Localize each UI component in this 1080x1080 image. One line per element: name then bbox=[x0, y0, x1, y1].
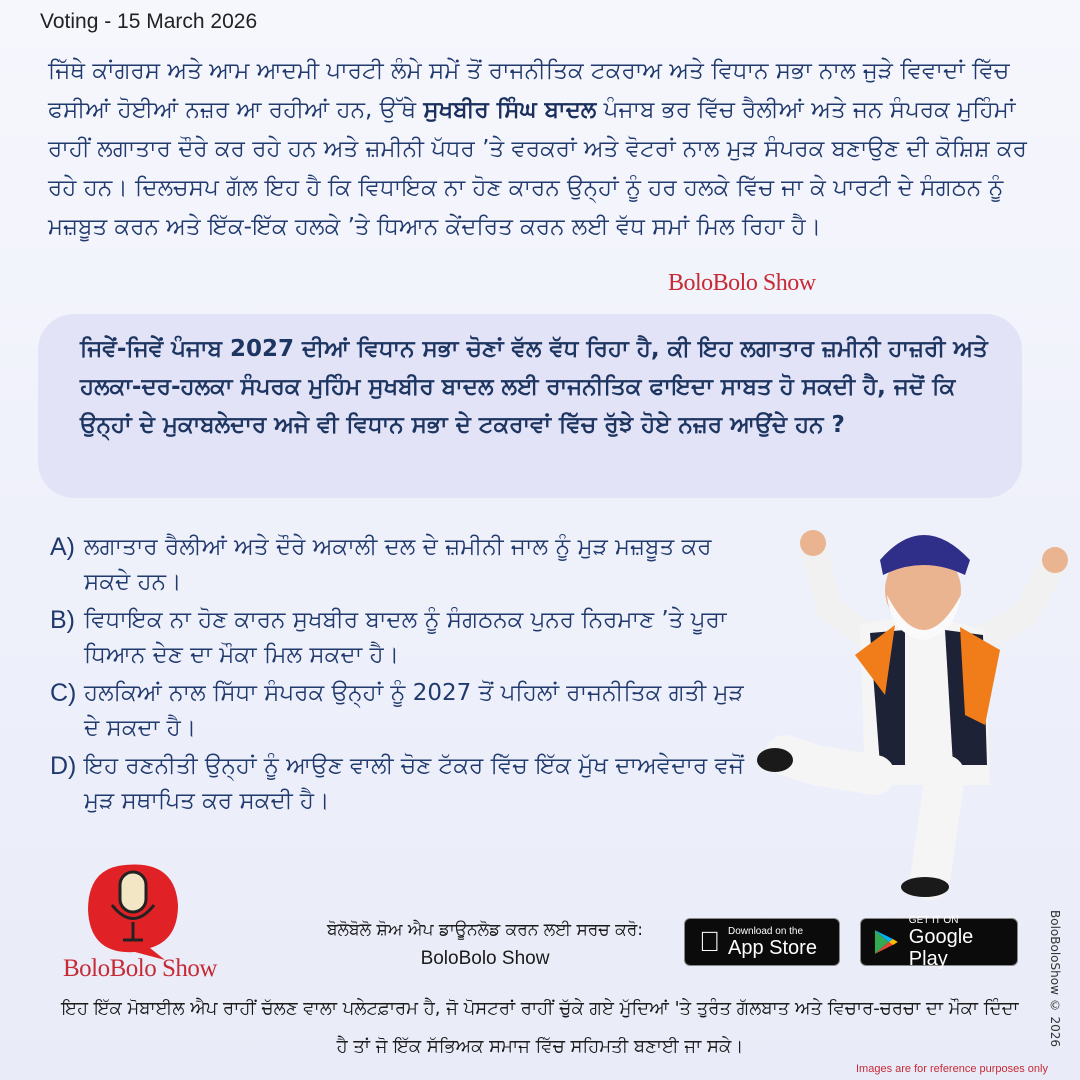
app-store-large-label: App Store bbox=[707, 936, 796, 959]
option-text: ਹਲਕਿਆਂ ਨਾਲ ਸਿੱਧਾ ਸੰਪਰਕ ਉਨ੍ਹਾਂ ਨੂੰ 2027 ਤੋਂ ਪਹਿਲਾਂ ਰਾਜਨੀਤਿਕ ਗਤੀ ਮੁੜ ਦੇ ਸਕਦਾ ਹੈ। bbox=[84, 680, 744, 741]
image-disclaimer: Images are for reference purposes only bbox=[856, 1063, 1048, 1075]
app-store-small-label: Download on the bbox=[707, 925, 783, 937]
platform-description: ਇਹ ਇੱਕ ਮੋਬਾਈਲ ਐਪ ਰਾਹੀਂ ਚੱਲਣ ਵਾਲਾ ਪਲੇਟਫ਼ਾਰਮ ਹੈ, ਜੋ ਪੋਸਟਰਾਂ ਰਾਹੀਂ ਚੁੱਕੇ ਗਏ ਮੁੱਦਿਆਂ 'ਤੇ ਤੁਰੰਤ ਗੱਲਬਾਤ ਅਤੇ ਵਿਚਾਰ-ਚਰਚਾ ਦਾ ਮੌਕਾ ਦਿੰਦਾ ਹੈ ਤਾਂ ਜੋ ਇੱਕ ਸੱਭਿਅਕ ਸਮਾਜ ਵਿੱਚ ਸਹਿਮਤੀ ਬਣਾਈ ਜਾ ਸਕੇ। bbox=[61, 998, 1019, 1057]
voting-date: Voting - 15 March 2026 bbox=[40, 10, 258, 33]
intro-text-1: ਜਿੱਥੇ ਕਾਂਗਰਸ ਅਤੇ ਆਮ ਆਦਮੀ ਪਾਰਟੀ ਲੰਮੇ ਸਮੇਂ ਤੋਂ ਰਾਜਨੀਤਿਕ ਟਕਰਾਅ ਅਤੇ ਵਿਧਾਨ ਸਭਾ ਨਾਲ ਜੁੜੇ ਵਿਵਾਦਾਂ ਵਿੱਚ ਫਸੀਆਂ ਹੋਈਆਂ ਨਜ਼ਰ ਆ ਰਹੀਆਂ ਹਨ, ਉੱਥੇ bbox=[48, 58, 1010, 123]
options-list bbox=[50, 530, 750, 822]
app-store-button[interactable] bbox=[684, 918, 840, 966]
logo-text: BoloBolo Show bbox=[63, 955, 217, 982]
app-search-name: BoloBolo Show bbox=[420, 948, 550, 969]
option-d[interactable] bbox=[50, 749, 750, 819]
option-key: A) bbox=[50, 533, 75, 561]
intro-paragraph bbox=[48, 52, 1038, 247]
question-text: ਜਿਵੇਂ-ਜਿਵੇਂ ਪੰਜਾਬ 2027 ਦੀਆਂ ਵਿਧਾਨ ਸਭਾ ਚੋਣਾਂ ਵੱਲ ਵੱਧ ਰਿਹਾ ਹੈ, ਕੀ ਇਹ ਲਗਾਤਾਰ ਜ਼ਮੀਨੀ ਹਾਜ਼ਰੀ ਅਤੇ ਹਲਕਾ-ਦਰ-ਹਲਕਾ ਸੰਪਰਕ ਮੁਹਿੰਮ ਸੁਖਬੀਰ ਬਾਦਲ ਲਈ ਰਾਜਨੀਤਿਕ ਫਾਇਦਾ ਸਾਬਤ ਹੋ ਸਕਦੀ ਹੈ, ਜਦੋਂ ਕਿ ਉਨ੍ਹਾਂ ਦੇ ਮੁਕਾਬਲੇਦਾਰ ਅਜੇ ਵੀ ਵਿਧਾਨ ਸਭਾ ਦੇ ਟਕਰਾਵਾਂ ਵਿੱਚ ਰੁੱਝੇ ਹੋਏ ਨਜ਼ਰ ਆਉਂਦੇ ਹਨ ? bbox=[80, 336, 988, 438]
option-key: B) bbox=[50, 606, 75, 634]
option-key: C) bbox=[50, 679, 77, 707]
option-text: ਲਗਾਤਾਰ ਰੈਲੀਆਂ ਅਤੇ ਦੌਰੇ ਅਕਾਲੀ ਦਲ ਦੇ ਜ਼ਮੀਨੀ ਜਾਲ ਨੂੰ ਮੁੜ ਮਜ਼ਬੂਤ ਕਰ ਸਕਦੇ ਹਨ। bbox=[84, 534, 712, 595]
option-text: ਇਹ ਰਣਨੀਤੀ ਉਨ੍ਹਾਂ ਨੂੰ ਆਉਣ ਵਾਲੀ ਚੋਣ ਟੱਕਰ ਵਿੱਚ ਇੱਕ ਮੁੱਖ ਦਾਅਵੇਦਾਰ ਵਜੋਂ ਮੁੜ ਸਥਾਪਿਤ ਕਰ ਸਕਦੀ ਹੈ। bbox=[84, 753, 744, 814]
option-key: D) bbox=[50, 752, 77, 780]
option-a[interactable] bbox=[50, 530, 750, 600]
google-play-large-label: Google Play bbox=[908, 925, 974, 970]
google-play-button[interactable] bbox=[860, 914, 1018, 970]
option-text: ਵਿਧਾਇਕ ਨਾ ਹੋਣ ਕਾਰਨ ਸੁਖਬੀਰ ਬਾਦਲ ਨੂੰ ਸੰਗਠਨਕ ਪੁਨਰ ਨਿਰਮਾਣ ’ਤੇ ਪੂਰਾ ਧਿਆਨ ਦੇਣ ਦਾ ਮੌਕਾ ਮਿਲ ਸਕਦਾ ਹੈ। bbox=[84, 607, 727, 668]
option-b[interactable] bbox=[50, 603, 750, 673]
intro-highlight-name: ਸੁਖਬੀਰ ਸਿੰਘ ਬਾਦਲ bbox=[423, 97, 597, 123]
brand-watermark: BoloBolo Show bbox=[668, 270, 816, 296]
google-play-labels bbox=[909, 915, 1017, 970]
intro-text-2: ਪੰਜਾਬ ਭਰ ਵਿੱਚ ਰੈਲੀਆਂ ਅਤੇ ਜਨ ਸੰਪਰਕ ਮੁਹਿੰਮਾਂ ਰਾਹੀਂ ਲਗਾਤਾਰ ਦੌਰੇ ਕਰ ਰਹੇ ਹਨ ਅਤੇ ਜ਼ਮੀਨੀ ਪੱਧਰ ’ਤੇ ਵਰਕਰਾਂ ਅਤੇ ਵੋਟਰਾਂ ਨਾਲ ਮੁੜ ਸੰਪਰਕ ਬਣਾਉਣ ਦੀ ਕੋਸ਼ਿਸ਼ ਕਰ ਰਹੇ ਹਨ। ਦਿਲਚਸਪ ਗੱਲ ਇਹ ਹੈ ਕਿ ਵਿਧਾਇਕ ਨਾ ਹੋਣ ਕਾਰਨ ਉਨ੍ਹਾਂ ਨੂੰ ਹਰ ਹਲਕੇ ਵਿੱਚ ਜਾ ਕੇ ਪਾਰਟੀ ਦੇ ਸੰਗਠਨ ਨੂੰ ਮਜ਼ਬੂਤ ਕਰਨ ਅਤੇ ਇੱਕ-ਇੱਕ ਹਲਕੇ ’ਤੇ ਧਿਆਨ ਕੇਂਦਰਿਤ ਕਰਨ ਲਈ ਵੱਧ ਸਮਾਂ ਮਿਲ ਰਿਹਾ ਹੈ। bbox=[48, 97, 1027, 240]
google-play-small-label: GET IT ON bbox=[908, 914, 959, 926]
download-instruction: ਬੋਲੋਬੋਲੋ ਸ਼ੋਅ ਐਪ ਡਾਊਨਲੋਡ ਕਰਨ ਲਈ ਸਰਚ ਕਰੋ: bbox=[326, 920, 644, 940]
app-store-labels bbox=[707, 925, 817, 959]
copyright-notice: BoloBoloShow © 2026 bbox=[1048, 910, 1062, 1048]
caricature-illustration bbox=[755, 515, 1075, 905]
apple-icon bbox=[699, 926, 720, 958]
option-c[interactable] bbox=[50, 676, 750, 746]
google-play-icon bbox=[871, 927, 901, 957]
